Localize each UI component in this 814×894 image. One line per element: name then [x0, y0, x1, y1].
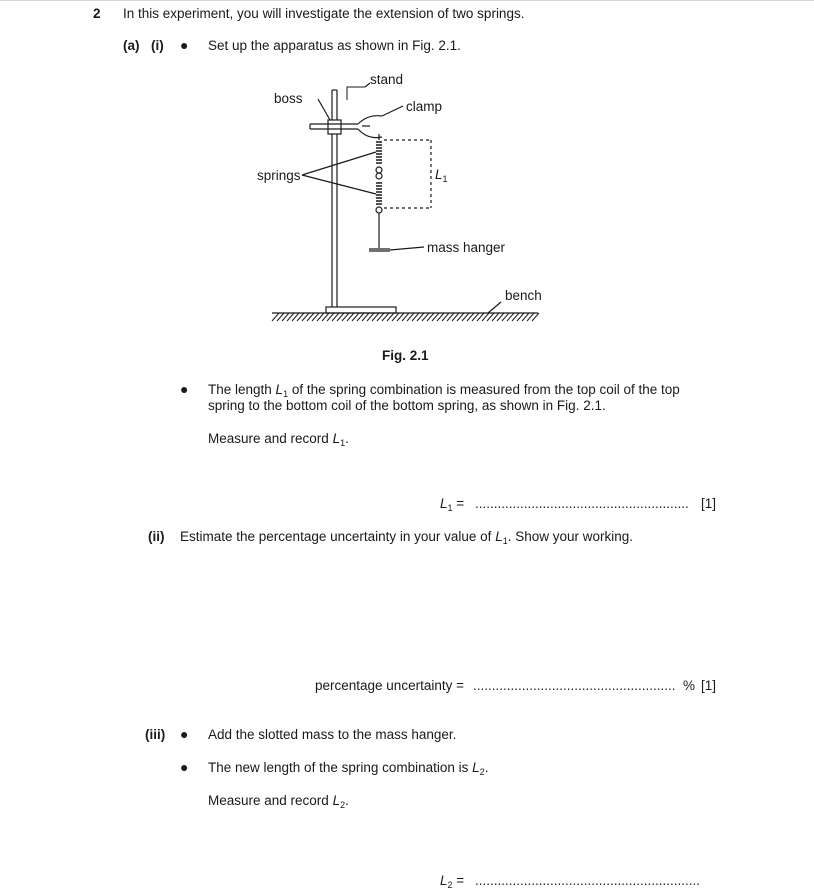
boss-leader: [318, 99, 330, 120]
part-a-iii-bullet2: The new length of the spring combination is $L_2$.: [208, 760, 489, 777]
stand-base: [326, 307, 396, 313]
percentage-uncertainty-label: percentage uncertainty =: [315, 678, 464, 693]
l2-answer-label: $L_2$ =: [440, 873, 465, 890]
part-a-i-bullet1: Set up the apparatus as shown in Fig. 2.1.: [208, 38, 461, 53]
springs-leader-top: [302, 152, 376, 175]
boss: [328, 120, 341, 134]
part-a-i-measure-instruction: Measure and record $L_1$.: [208, 431, 349, 448]
bottom-spring: [376, 183, 382, 213]
bullet: ●: [180, 37, 189, 53]
l1-answer-label: $L_1$ =: [440, 496, 465, 513]
part-a-ii-label: (ii): [148, 529, 165, 544]
apparatus-diagram: [250, 70, 560, 340]
question-intro: In this experiment, you will investigate the extension of two springs.: [123, 6, 525, 21]
label-mass-hanger: mass hanger: [427, 240, 506, 255]
percent-unit: %: [683, 678, 696, 693]
figure-caption: Fig. 2.1: [382, 348, 429, 363]
l2-answer-line[interactable]: ............................................................: [475, 873, 701, 888]
part-a-iii-label: (iii): [145, 727, 166, 742]
bench-hatching: [272, 313, 539, 321]
top-spring: [376, 142, 382, 179]
label-stand: stand: [370, 72, 404, 87]
label-clamp: clamp: [406, 99, 443, 114]
label-bench: bench: [505, 288, 542, 303]
label-springs: springs: [257, 168, 301, 183]
bullet: ●: [180, 381, 189, 397]
bullet: ●: [180, 759, 189, 775]
bench-leader: [488, 302, 501, 313]
mark-a-ii: [1]: [701, 678, 717, 693]
l1-answer-line[interactable]: .........................................................: [475, 496, 689, 511]
clamp-leader: [382, 106, 403, 116]
mass-hanger-leader: [390, 247, 424, 250]
part-a-i-label: (i): [151, 38, 164, 53]
clamp-jaw-top: [358, 116, 382, 124]
label-l1: $L_1$: [435, 167, 448, 184]
label-boss: boss: [274, 91, 303, 106]
bullet: ●: [180, 726, 189, 742]
mark-a-i: [1]: [701, 496, 717, 511]
springs-leader-bottom: [302, 175, 376, 194]
part-a-iii-bullet1: Add the slotted mass to the mass hanger.: [208, 727, 457, 742]
part-a-i-bullet2-line2: spring to the bottom coil of the bottom spring, as shown in Fig. 2.1.: [208, 398, 606, 413]
part-a-ii-question: Estimate the percentage uncertainty in your value of $L_1$. Show your working.: [180, 529, 634, 546]
part-a-i-bullet2-line1: The length $L_1$ of the spring combination is measured from the top coil of the top: [208, 382, 680, 399]
part-a-label: (a): [123, 38, 140, 53]
question-number: 2: [93, 6, 101, 21]
page-top-rule: [0, 0, 814, 1]
figure-2-1: [250, 70, 560, 340]
percentage-uncertainty-answer-line[interactable]: ......................................................: [473, 678, 676, 693]
part-a-iii-measure-instruction: Measure and record $L_2$.: [208, 793, 349, 810]
